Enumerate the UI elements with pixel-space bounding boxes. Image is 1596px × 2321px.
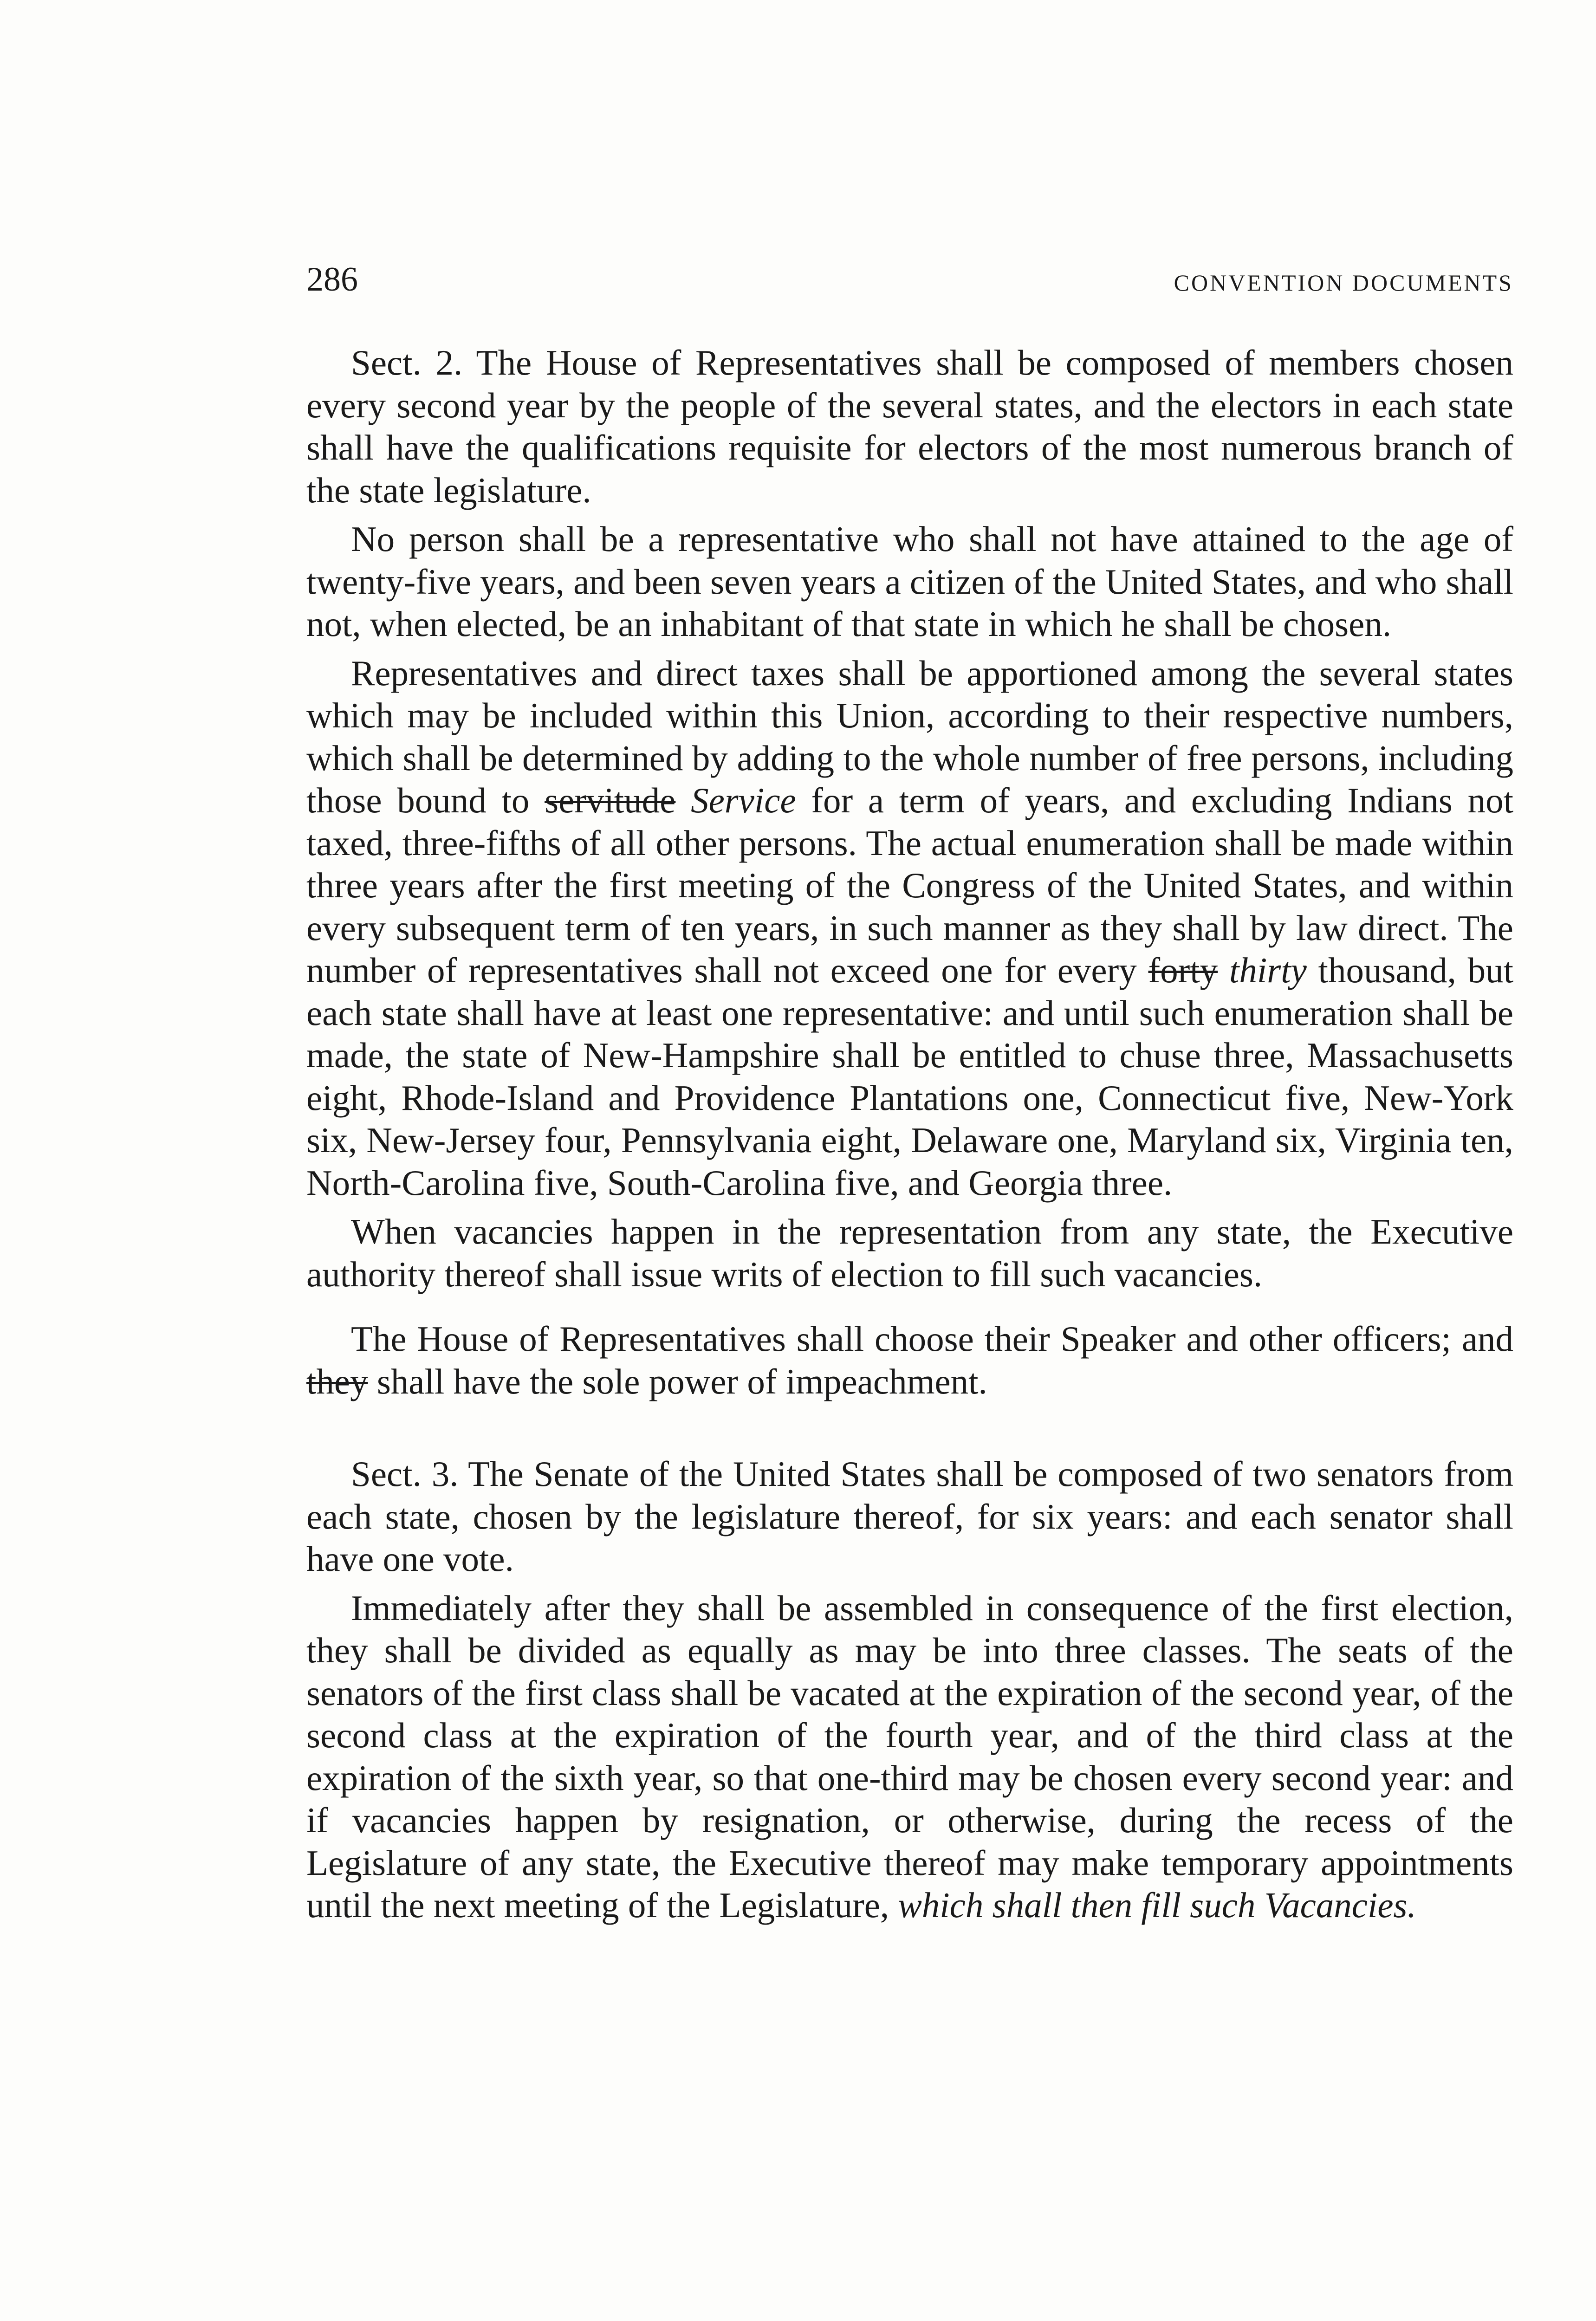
paragraph-text: for a term of years, and excluding Indians not taxed, three-fifths of all other persons. The actual enumeration shall be made within three years after the first meeting of the Congress of the United States, and within every subsequent term of ten years, in such manner as they shall by law direct. The number of representatives shall not exceed one for every [306,780,1513,990]
struck-word: servitude [545,780,676,820]
inserted-word: Service [691,780,796,820]
sect2-paragraph-5 [306,1318,1513,1403]
paragraph-text: The House of Representatives shall choose their Speaker and other officers; and [351,1319,1513,1359]
sect2-paragraph-2 [306,518,1513,646]
paragraph-text: No person shall be a representative who shall not have attained to the age of twenty-five years, and been seven years a citizen of the United States, and who shall not, when elected, be an inhabitant of that state in which he shall be chosen. [306,519,1513,644]
section-2 [306,342,1513,1403]
running-head: CONVENTION DOCUMENTS [1174,270,1513,296]
page-header [306,260,1513,316]
section-label: Sect. 2. [351,343,463,383]
paragraph-text: Representatives and direct taxes shall be apportioned among the several states which may be included within this Union, according to their respective numbers, which shall be determined by adding to the whole number of free persons, including those bound to [306,653,1513,820]
struck-word: forty [1148,950,1218,990]
struck-word: they [306,1361,368,1401]
sect3-paragraph-2 [306,1587,1513,1927]
paragraph-text: The Senate of the United States shall be composed of two senators from each state, chosen by the legislature thereof, for six years: and each senator shall have one vote. [306,1454,1513,1579]
inserted-word: thirty [1229,950,1307,990]
paragraph-text: shall have the sole power of impeachment. [368,1361,987,1401]
paragraph-text: Immediately after they shall be assembled in consequence of the first election, they shall be divided as equally as may be into three classes. The seats of the senators of the first class shall be vacated at the expiration of the second year, of the second class at the expiration of the fourth year, and of the third class at the expiration of the sixth year, so that one-third may be chosen every second year: and if vacancies happen by resignation, or otherwise, during the recess of the Legislature of any state, the Executive thereof may make temporary appointments until the next meeting of the Legislature, [306,1588,1513,1925]
page-number: 286 [306,260,358,298]
sect2-paragraph-4 [306,1211,1513,1296]
paragraph-text: thousand, but each state shall have at least one representative: and until such enumeration shall be made, the state of New-Hampshire shall be entitled to chuse three, Massachusetts eight, Rhode-Island and Providence Plantations one, Connecticut five, New-York six, New-Jersey four, Pennsylvania eight, Delaware one, Maryland six, Virginia ten, North-Carolina five, South-Carolina five, and Georgia three. [306,950,1513,1203]
sect3-paragraph-1 [306,1453,1513,1581]
section-label: Sect. 3. [351,1454,459,1494]
document-page [306,260,1513,1927]
inserted-phrase: which shall then fill such Vacancies. [898,1885,1416,1925]
sect2-paragraph-1 [306,342,1513,512]
sect2-paragraph-3 [306,652,1513,1205]
paragraph-text: When vacancies happen in the representation from any state, the Executive authority thereof shall issue writs of election to fill such vacancies. [306,1212,1513,1294]
paragraph-text: The House of Representatives shall be composed of members chosen every second year by the people of the several states, and the electors in each state shall have the qualifications requisite for electors of the most numerous branch of the state legislature. [306,343,1513,510]
section-3 [306,1453,1513,1927]
